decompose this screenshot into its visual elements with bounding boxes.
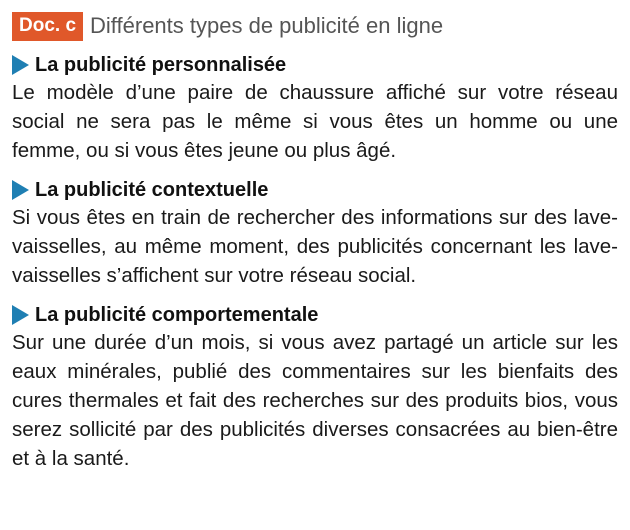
section-text: Le modèle d’une paire de chaussure affiché sur votre réseau social ne sera pas le même si vous êtes un homme ou une femme, ou si vous êtes jeune ou plus âgé. xyxy=(12,81,618,162)
section-heading xyxy=(12,302,618,328)
section-contextuelle xyxy=(12,177,618,290)
document-title: Différents types de publicité en ligne xyxy=(90,13,444,38)
section-text: Si vous êtes en train de rechercher des informations sur des lave-vaisselles, au même moment, des publicités concernant les lave-vaisselles s’affichent sur votre réseau social. xyxy=(12,206,618,287)
document-header xyxy=(12,10,618,42)
section-heading xyxy=(12,177,618,203)
document xyxy=(12,10,618,473)
section-title: La publicité comportementale xyxy=(35,304,319,326)
triangle-arrow-icon xyxy=(12,180,29,200)
section-text: Sur une durée d’un mois, si vous avez partagé un article sur les eaux minérales, publié des commentaires sur les bienfaits des cures thermales et fait des recherches sur des produits bios, vous serez sollicité par des publicités diverses consacrées au bien-être et à la santé. xyxy=(12,331,618,470)
section-personnalisee xyxy=(12,52,618,165)
section-comportementale xyxy=(12,302,618,473)
section-heading xyxy=(12,52,618,78)
triangle-arrow-icon xyxy=(12,55,29,75)
section-title: La publicité contextuelle xyxy=(35,179,269,201)
doc-badge: Doc. c xyxy=(12,12,83,41)
section-title: La publicité personnalisée xyxy=(35,54,287,76)
triangle-arrow-icon xyxy=(12,305,29,325)
